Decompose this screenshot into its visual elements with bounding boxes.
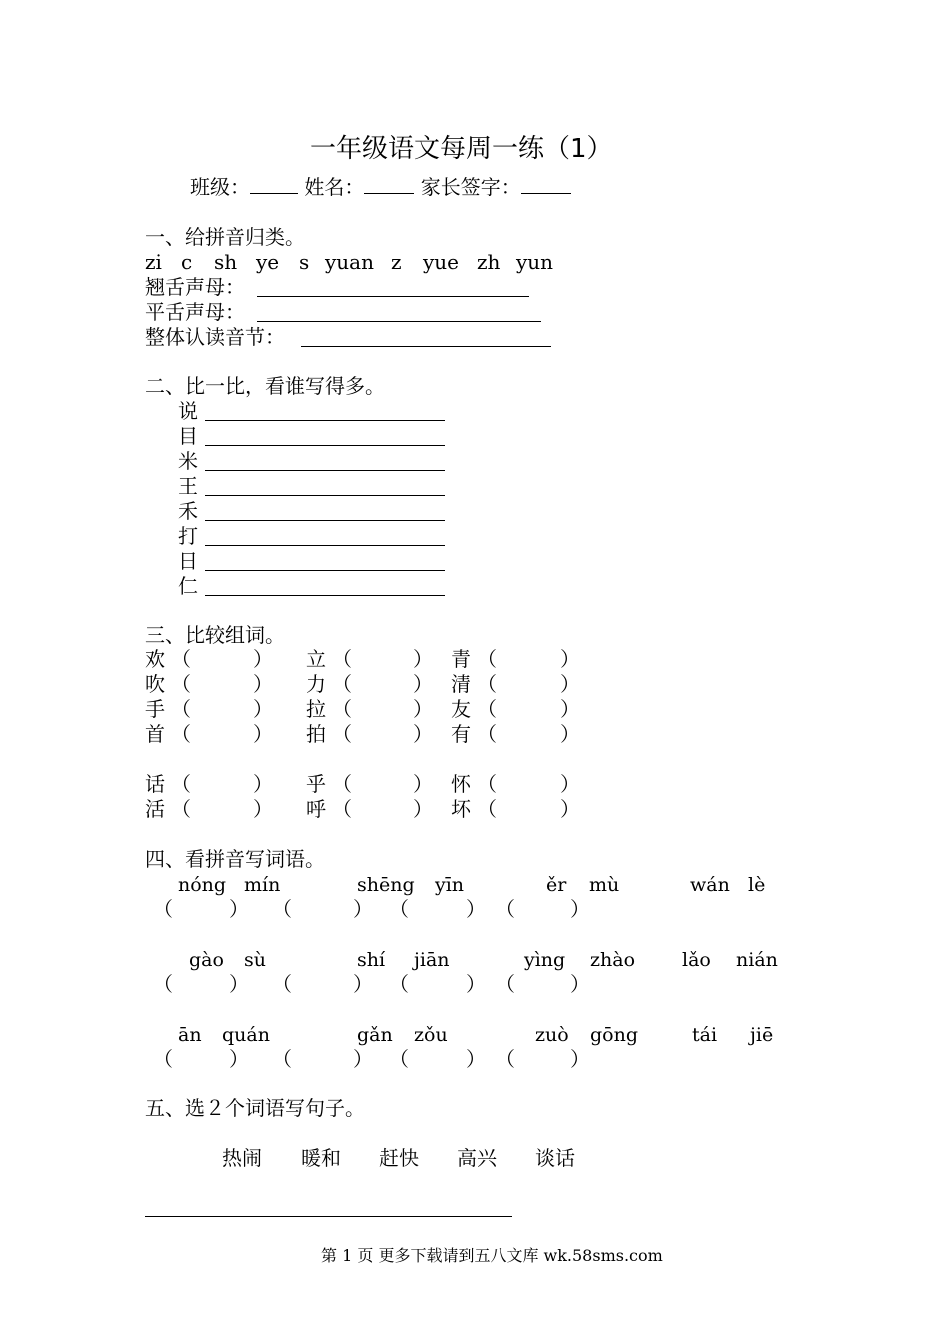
pinyin-answer-blank[interactable] (519, 1047, 568, 1071)
compare-word-char: 呼 (306, 797, 326, 821)
pinyin-syllable: wán (690, 874, 730, 896)
word-choice: 热闹 (222, 1146, 262, 1170)
compare-word-char: 怀 (451, 772, 471, 796)
compare-answer-line[interactable] (205, 445, 445, 446)
compare-char: 打 (178, 524, 198, 548)
close-paren: ） (466, 1047, 486, 1071)
pinyin-syllable: shēng (357, 874, 415, 896)
compare-answer-line[interactable] (205, 495, 445, 496)
pinyin-syllable: quán (222, 1024, 270, 1046)
open-paren: （ (495, 972, 515, 996)
pinyin-syllable: yìng (524, 949, 566, 971)
close-paren: ） (466, 897, 486, 921)
compare-word-char: 话 (145, 772, 165, 796)
open-paren: （ (332, 797, 352, 821)
open-paren: （ (477, 697, 497, 721)
compare-word-char: 乎 (306, 772, 326, 796)
open-paren: （ (495, 1047, 515, 1071)
compare-answer-line[interactable] (205, 595, 445, 596)
close-paren: ） (229, 972, 249, 996)
word-blank[interactable] (195, 697, 251, 721)
open-paren: （ (389, 1047, 409, 1071)
close-paren: ） (560, 672, 580, 696)
section-5-heading: 五、选２个词语写句子。 (145, 1096, 365, 1120)
close-paren: ） (570, 972, 590, 996)
word-blank[interactable] (195, 772, 251, 796)
word-blank[interactable] (195, 647, 251, 671)
open-paren: （ (171, 772, 191, 796)
compare-char: 米 (178, 449, 198, 473)
pinyin-syllable: gǎn (357, 1024, 393, 1046)
open-paren: （ (272, 1047, 292, 1071)
compare-char: 目 (178, 424, 198, 448)
compare-word-char: 首 (145, 722, 165, 746)
open-paren: （ (477, 722, 497, 746)
pinyin-answer-blank[interactable] (177, 1047, 227, 1071)
pinyin-answer-blank[interactable] (519, 897, 568, 921)
close-paren: ） (353, 972, 373, 996)
name-field[interactable] (364, 175, 414, 194)
compare-word-char: 手 (145, 697, 165, 721)
close-paren: ） (413, 672, 433, 696)
compare-word-char: 清 (451, 672, 471, 696)
open-paren: （ (332, 672, 352, 696)
flat-tongue-label: 平舌声母： (145, 300, 245, 324)
pinyin-syllable: mù (589, 874, 620, 896)
syllable: zh (477, 250, 501, 274)
pinyin-answer-blank[interactable] (177, 897, 227, 921)
close-paren: ） (253, 722, 273, 746)
close-paren: ） (413, 722, 433, 746)
compare-word-char: 吹 (145, 672, 165, 696)
word-blank[interactable] (501, 722, 558, 746)
whole-syllable-answer-line[interactable] (301, 346, 551, 347)
open-paren: （ (153, 897, 173, 921)
compare-word-char: 有 (451, 722, 471, 746)
close-paren: ） (353, 897, 373, 921)
open-paren: （ (171, 672, 191, 696)
close-paren: ） (253, 772, 273, 796)
word-choice: 谈话 (535, 1146, 575, 1170)
pinyin-answer-blank[interactable] (296, 897, 351, 921)
retroflex-answer-line[interactable] (257, 296, 529, 297)
sentence-answer-line[interactable] (145, 1216, 512, 1217)
close-paren: ） (560, 772, 580, 796)
retroflex-label: 翘舌声母： (145, 275, 245, 299)
word-blank[interactable] (356, 797, 411, 821)
word-blank[interactable] (356, 722, 411, 746)
close-paren: ） (253, 797, 273, 821)
word-choice: 高兴 (457, 1146, 497, 1170)
close-paren: ） (413, 797, 433, 821)
pinyin-syllable: lǎo (682, 949, 711, 971)
compare-char: 仁 (178, 574, 198, 598)
pinyin-answer-blank[interactable] (296, 972, 351, 996)
word-choice: 暖和 (301, 1146, 341, 1170)
open-paren: （ (171, 722, 191, 746)
close-paren: ） (253, 672, 273, 696)
open-paren: （ (332, 722, 352, 746)
section-1-heading: 一、给拼音归类。 (145, 225, 305, 249)
flat-tongue-answer-line[interactable] (257, 321, 541, 322)
section-2-heading: 二、比一比，看谁写得多。 (145, 374, 385, 398)
open-paren: （ (153, 972, 173, 996)
parent-sign-field[interactable] (521, 175, 571, 194)
pinyin-syllable: sù (244, 949, 266, 971)
syllable: zi (145, 250, 162, 274)
class-label: 班级： (190, 175, 250, 199)
pinyin-answer-blank[interactable] (413, 972, 464, 996)
word-choice: 赶快 (379, 1146, 419, 1170)
word-blank[interactable] (356, 672, 411, 696)
word-blank[interactable] (356, 647, 411, 671)
whole-syllable-label: 整体认读音节： (145, 325, 285, 349)
compare-word-char: 坏 (451, 797, 471, 821)
open-paren: （ (477, 647, 497, 671)
close-paren: ） (413, 647, 433, 671)
pinyin-syllable: jiē (750, 1024, 774, 1046)
word-blank[interactable] (195, 672, 251, 696)
open-paren: （ (171, 697, 191, 721)
open-paren: （ (495, 897, 515, 921)
compare-word-char: 力 (306, 672, 326, 696)
compare-word-char: 欢 (145, 647, 165, 671)
open-paren: （ (171, 797, 191, 821)
close-paren: ） (353, 1047, 373, 1071)
syllable: sh (214, 250, 238, 274)
compare-word-char: 青 (451, 647, 471, 671)
word-blank[interactable] (356, 772, 411, 796)
compare-word-char: 拉 (306, 697, 326, 721)
close-paren: ） (229, 897, 249, 921)
pinyin-syllable: zhào (590, 949, 636, 971)
compare-answer-line[interactable] (205, 570, 445, 571)
open-paren: （ (171, 647, 191, 671)
pinyin-syllable: mín (244, 874, 281, 896)
open-paren: （ (477, 672, 497, 696)
info-line (190, 175, 571, 199)
pinyin-answer-blank[interactable] (177, 972, 227, 996)
pinyin-syllable: gōng (590, 1024, 639, 1046)
close-paren: ） (560, 722, 580, 746)
open-paren: （ (332, 772, 352, 796)
compare-answer-line[interactable] (205, 470, 445, 471)
syllable: s (299, 250, 310, 274)
pinyin-answer-blank[interactable] (413, 897, 464, 921)
compare-char: 日 (178, 549, 198, 573)
open-paren: （ (477, 797, 497, 821)
pinyin-syllable: shí (357, 949, 386, 971)
pinyin-syllable: nóng (178, 874, 227, 896)
page-footer: 第 1 页 更多下载请到五八文库 wk.58sms.com (321, 1246, 663, 1265)
close-paren: ） (253, 647, 273, 671)
close-paren: ） (413, 697, 433, 721)
name-label: 姓名： (304, 175, 365, 199)
open-paren: （ (153, 1047, 173, 1071)
section-4-heading: 四、看拼音写词语。 (145, 847, 325, 871)
syllable: yun (516, 250, 554, 274)
open-paren: （ (272, 972, 292, 996)
open-paren: （ (389, 897, 409, 921)
open-paren: （ (332, 647, 352, 671)
compare-word-char: 拍 (306, 722, 326, 746)
compare-char: 王 (178, 474, 198, 498)
close-paren: ） (560, 797, 580, 821)
pinyin-syllable: nián (736, 949, 778, 971)
syllable: c (181, 250, 193, 274)
close-paren: ） (253, 697, 273, 721)
syllable: yue (423, 250, 460, 274)
word-blank[interactable] (501, 697, 558, 721)
compare-word-char: 活 (145, 797, 165, 821)
class-field[interactable] (250, 175, 298, 194)
compare-answer-line[interactable] (205, 520, 445, 521)
pinyin-syllable: zǒu (414, 1024, 448, 1046)
close-paren: ） (570, 897, 590, 921)
pinyin-syllable: ěr (546, 874, 567, 896)
section-3-heading: 三、比较组词。 (145, 623, 285, 647)
pinyin-syllable: gào (189, 949, 224, 971)
pinyin-syllable: tái (692, 1024, 718, 1046)
pinyin-syllable: jiān (414, 949, 450, 971)
close-paren: ） (466, 972, 486, 996)
close-paren: ） (560, 647, 580, 671)
pinyin-syllable: lè (748, 874, 766, 896)
pinyin-syllable: zuò (535, 1024, 569, 1046)
page-title: 一年级语文每周一练（1） (310, 134, 613, 164)
pinyin-syllable: ān (178, 1024, 202, 1046)
syllable: z (391, 250, 402, 274)
word-blank[interactable] (501, 797, 558, 821)
word-blank[interactable] (501, 772, 558, 796)
word-blank[interactable] (195, 797, 251, 821)
pinyin-answer-blank[interactable] (519, 972, 568, 996)
compare-char: 禾 (178, 499, 198, 523)
close-paren: ） (560, 697, 580, 721)
word-blank[interactable] (501, 672, 558, 696)
open-paren: （ (332, 697, 352, 721)
compare-word-char: 友 (451, 697, 471, 721)
close-paren: ） (570, 1047, 590, 1071)
pinyin-syllable: yīn (435, 874, 465, 896)
syllable: yuan (325, 250, 374, 274)
compare-answer-line[interactable] (205, 545, 445, 546)
open-paren: （ (272, 897, 292, 921)
open-paren: （ (389, 972, 409, 996)
word-blank[interactable] (195, 722, 251, 746)
close-paren: ） (413, 772, 433, 796)
close-paren: ） (229, 1047, 249, 1071)
compare-answer-line[interactable] (205, 420, 445, 421)
parent-sign-label: 家长签字： (420, 175, 521, 199)
open-paren: （ (477, 772, 497, 796)
syllable: ye (256, 250, 280, 274)
word-blank[interactable] (501, 647, 558, 671)
compare-word-char: 立 (306, 647, 326, 671)
pinyin-answer-blank[interactable] (413, 1047, 464, 1071)
pinyin-answer-blank[interactable] (296, 1047, 351, 1071)
compare-char: 说 (178, 399, 198, 423)
word-blank[interactable] (356, 697, 411, 721)
